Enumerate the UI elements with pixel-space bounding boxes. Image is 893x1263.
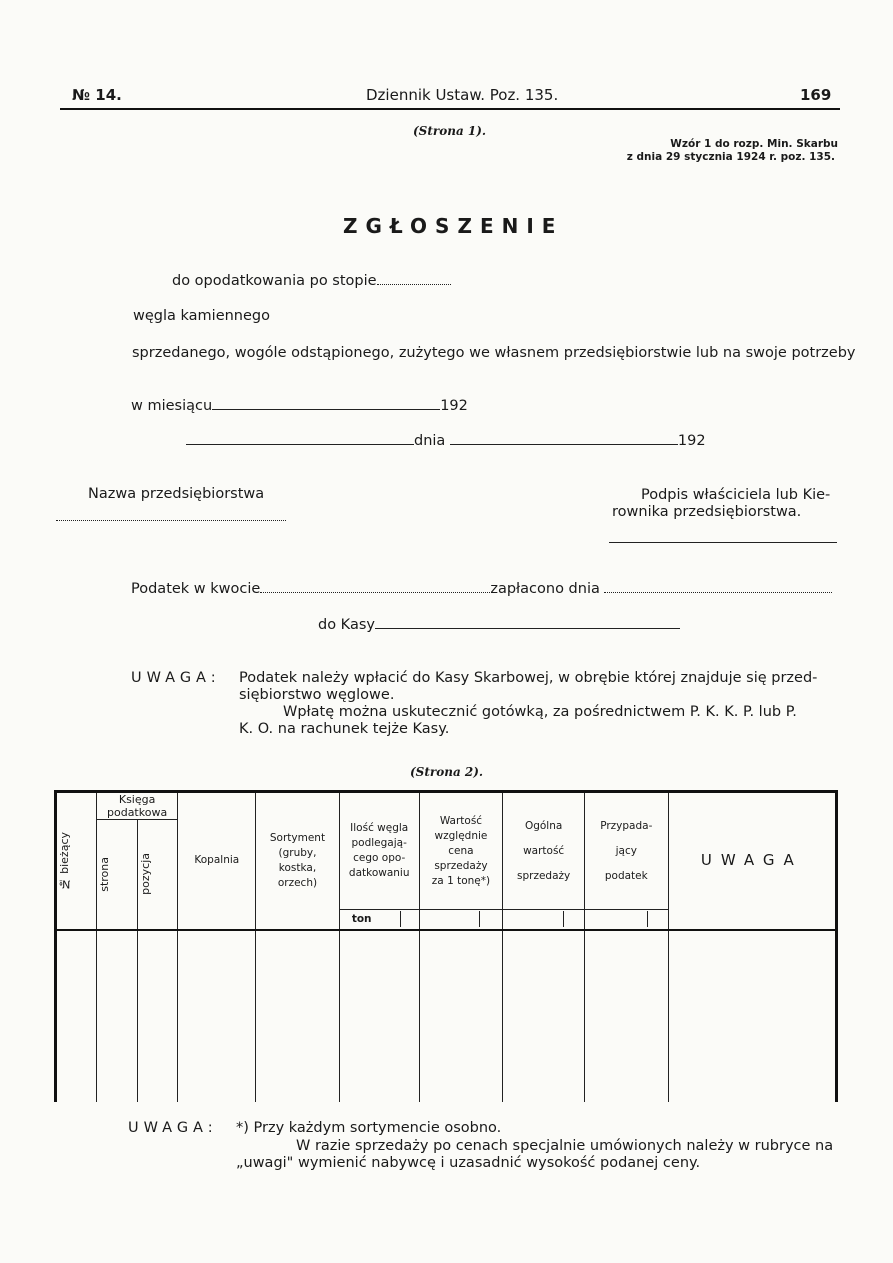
side2-label: (Strona 2). xyxy=(410,765,484,779)
paid-date-field[interactable] xyxy=(604,591,832,593)
note2-text1: *) Przy każdym sortymencie osobno. xyxy=(236,1120,502,1136)
form-line2: węgla kamiennego xyxy=(133,308,270,324)
cell-page[interactable] xyxy=(96,930,137,1102)
note2-text2a: W razie sprzedaży po cenach specjalnie umówionych należy w rubryce na xyxy=(296,1138,834,1154)
note1-text2b: K. O. na rachunek tejże Kasy. xyxy=(239,721,450,737)
cell-number[interactable] xyxy=(56,930,97,1102)
side1-label: (Strona 1). xyxy=(413,124,487,138)
place-field[interactable] xyxy=(186,443,414,445)
form-line1 xyxy=(172,273,451,289)
qty-unit-cell: ton xyxy=(339,910,419,930)
page-number: 169 xyxy=(800,86,832,104)
company-field[interactable] xyxy=(56,520,286,521)
col-value-header: Wartość względnie cena sprzedaży za 1 tonę*) xyxy=(419,792,503,910)
tax-label: Podatek w kwocie xyxy=(131,581,261,597)
cell-tax[interactable] xyxy=(584,930,668,1102)
signature-line1: Podpis właściciela lub Kie- xyxy=(641,487,831,503)
cell-sort[interactable] xyxy=(256,930,340,1102)
cell-item[interactable] xyxy=(137,930,178,1102)
form-line3: sprzedanego, wogóle odstąpionego, zużytego we własnem przedsiębiorstwie lub na swoje potrzeby xyxy=(132,345,856,361)
note1-text2a: Wpłatę można uskutecznić gotówką, za pośrednictwem P. K. K. P. lub P. xyxy=(283,704,797,720)
journal-title: Dziennik Ustaw. Poz. 135. xyxy=(366,86,559,104)
form-line1-text: do opodatkowania po stopie xyxy=(172,273,377,289)
col-qty-header: Ilość węgla podlegają- cego opo- datkowaniu xyxy=(339,792,419,910)
cell-mine[interactable] xyxy=(178,930,256,1102)
tax-row xyxy=(131,581,832,597)
signature-line2: rownika przedsiębiorstwa. xyxy=(612,504,802,520)
rate-field[interactable] xyxy=(377,283,451,285)
tax-unit-cell xyxy=(584,910,668,930)
form-title: ZGŁOSZENIE xyxy=(343,214,564,238)
col-remarks-header: UWAGA xyxy=(668,792,836,930)
year2: 192 xyxy=(677,433,706,449)
issue-number: № 14. xyxy=(72,86,122,104)
paid-label: zapłacono dnia xyxy=(490,581,600,597)
header-rule xyxy=(60,108,840,110)
tax-amount-field[interactable] xyxy=(260,591,490,593)
cashier-label: do Kasy xyxy=(318,617,375,633)
date-row xyxy=(186,433,706,449)
company-label: Nazwa przedsiębiorstwa xyxy=(88,486,265,502)
note1-text1a: Podatek należy wpłacić do Kasy Skarbowej, w obrębie której znajduje się przed- xyxy=(239,670,818,686)
year1: 192 xyxy=(440,398,468,414)
value-unit-cell xyxy=(419,910,503,930)
date-field[interactable] xyxy=(450,443,678,445)
model-note-line1: Wzór 1 do rozp. Min. Skarbu xyxy=(670,138,838,150)
signature-field[interactable] xyxy=(609,542,837,543)
tax-table xyxy=(54,790,838,1102)
note2-text2b: „uwagi" wymienić nabywcę i uzasadnić wysokość podanej ceny. xyxy=(236,1155,701,1171)
cell-remarks[interactable] xyxy=(668,930,836,1102)
col-number-header: № bieżący xyxy=(56,792,97,930)
month-row xyxy=(131,398,468,414)
table-row[interactable] xyxy=(56,930,837,1102)
col-item-header: pozycja xyxy=(137,820,178,930)
cell-qty[interactable] xyxy=(339,930,419,1102)
day-label: dnia xyxy=(414,433,446,449)
col-total-header: Ogólna wartość sprzedaży xyxy=(503,792,585,910)
model-note-line2: z dnia 29 stycznia 1924 r. poz. 135. xyxy=(626,151,835,163)
col-page-header: strona xyxy=(96,820,137,930)
total-unit-cell xyxy=(503,910,585,930)
month-field[interactable] xyxy=(212,408,440,410)
cell-total[interactable] xyxy=(503,930,585,1102)
note2-label: UWAGA: xyxy=(128,1120,218,1136)
col-sort-header: Sortyment (gruby, kostka, orzech) xyxy=(256,792,340,930)
col-tax-header: Przypada- jący podatek xyxy=(584,792,668,910)
col-mine-header: Kopalnia xyxy=(178,792,256,930)
note1-label: UWAGA: xyxy=(131,670,221,686)
cell-value[interactable] xyxy=(419,930,503,1102)
note1-text1b: siębiorstwo węglowe. xyxy=(239,687,395,703)
month-label: w miesiącu xyxy=(131,398,213,414)
cashier-field[interactable] xyxy=(375,627,680,629)
col-ledger-header: Księga podatkowa xyxy=(96,792,178,820)
cashier-row xyxy=(318,617,680,633)
